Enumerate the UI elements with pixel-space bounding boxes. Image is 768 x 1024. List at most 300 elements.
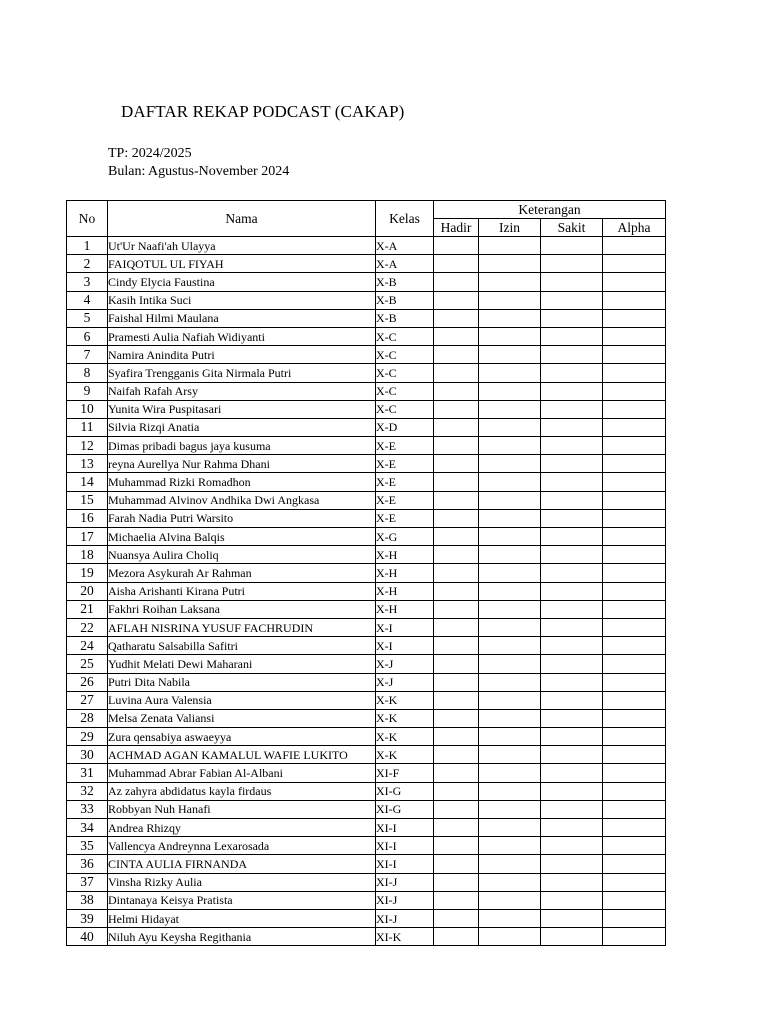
table-row <box>67 528 666 546</box>
cell-hadir <box>434 309 479 327</box>
cell-kelas: X-I <box>376 618 434 636</box>
table-row <box>67 691 666 709</box>
cell-izin <box>479 819 541 837</box>
header-hadir: Hadir <box>434 219 479 237</box>
cell-no: 22 <box>67 618 108 636</box>
cell-sakit <box>541 473 603 491</box>
cell-kelas: XI-I <box>376 837 434 855</box>
cell-kelas: X-H <box>376 546 434 564</box>
cell-izin <box>479 873 541 891</box>
table-row <box>67 273 666 291</box>
table-row <box>67 764 666 782</box>
cell-izin <box>479 473 541 491</box>
cell-nama: Helmi Hidayat <box>108 909 376 927</box>
cell-izin <box>479 327 541 345</box>
cell-hadir <box>434 600 479 618</box>
cell-alpha <box>603 382 666 400</box>
cell-nama: Az zahyra abdidatus kayla firdaus <box>108 782 376 800</box>
cell-hadir <box>434 709 479 727</box>
cell-izin <box>479 400 541 418</box>
cell-hadir <box>434 928 479 946</box>
cell-alpha <box>603 400 666 418</box>
cell-sakit <box>541 746 603 764</box>
table-row <box>67 546 666 564</box>
cell-izin <box>479 728 541 746</box>
table-row <box>67 237 666 255</box>
table-row <box>67 418 666 436</box>
cell-kelas: XI-J <box>376 873 434 891</box>
cell-no: 11 <box>67 418 108 436</box>
cell-nama: Robbyan Nuh Hanafi <box>108 800 376 818</box>
cell-alpha <box>603 582 666 600</box>
cell-kelas: X-H <box>376 600 434 618</box>
table-row <box>67 855 666 873</box>
header-alpha: Alpha <box>603 219 666 237</box>
table-row <box>67 600 666 618</box>
cell-nama: FAIQOTUL UL FIYAH <box>108 255 376 273</box>
cell-no: 21 <box>67 600 108 618</box>
cell-no: 19 <box>67 564 108 582</box>
cell-no: 29 <box>67 728 108 746</box>
cell-kelas: X-C <box>376 400 434 418</box>
table-row <box>67 819 666 837</box>
table-row <box>67 309 666 327</box>
cell-hadir <box>434 618 479 636</box>
cell-hadir <box>434 691 479 709</box>
cell-nama: Michaelia Alvina Balqis <box>108 528 376 546</box>
cell-sakit <box>541 382 603 400</box>
table-row <box>67 728 666 746</box>
cell-alpha <box>603 928 666 946</box>
cell-kelas: X-H <box>376 564 434 582</box>
cell-kelas: X-B <box>376 291 434 309</box>
cell-alpha <box>603 637 666 655</box>
cell-sakit <box>541 709 603 727</box>
cell-alpha <box>603 819 666 837</box>
page-title: DAFTAR REKAP PODCAST (CAKAP) <box>121 102 405 121</box>
cell-nama: Muhammad Rizki Romadhon <box>108 473 376 491</box>
cell-kelas: X-C <box>376 382 434 400</box>
table-row <box>67 327 666 345</box>
cell-hadir <box>434 819 479 837</box>
cell-hadir <box>434 728 479 746</box>
cell-kelas: X-E <box>376 473 434 491</box>
cell-kelas: X-D <box>376 418 434 436</box>
table-row <box>67 491 666 509</box>
cell-izin <box>479 582 541 600</box>
table-row <box>67 891 666 909</box>
table-row <box>67 782 666 800</box>
cell-sakit <box>541 691 603 709</box>
cell-sakit <box>541 819 603 837</box>
cell-sakit <box>541 491 603 509</box>
cell-sakit <box>541 673 603 691</box>
cell-nama: Aisha Arishanti Kirana Putri <box>108 582 376 600</box>
table-row <box>67 364 666 382</box>
cell-no: 14 <box>67 473 108 491</box>
cell-nama: CINTA AULIA FIRNANDA <box>108 855 376 873</box>
cell-izin <box>479 746 541 764</box>
cell-alpha <box>603 746 666 764</box>
header-sakit: Sakit <box>541 219 603 237</box>
cell-sakit <box>541 437 603 455</box>
cell-izin <box>479 600 541 618</box>
cell-nama: Luvina Aura Valensia <box>108 691 376 709</box>
cell-alpha <box>603 855 666 873</box>
cell-alpha <box>603 437 666 455</box>
cell-kelas: X-J <box>376 673 434 691</box>
cell-izin <box>479 782 541 800</box>
cell-izin <box>479 709 541 727</box>
cell-izin <box>479 673 541 691</box>
cell-izin <box>479 528 541 546</box>
cell-no: 18 <box>67 546 108 564</box>
cell-alpha <box>603 255 666 273</box>
cell-hadir <box>434 582 479 600</box>
cell-izin <box>479 273 541 291</box>
cell-nama: Cindy Elycia Faustina <box>108 273 376 291</box>
cell-sakit <box>541 327 603 345</box>
cell-nama: Yunita Wira Puspitasari <box>108 400 376 418</box>
cell-izin <box>479 364 541 382</box>
cell-hadir <box>434 491 479 509</box>
cell-nama: Kasih Intika Suci <box>108 291 376 309</box>
cell-hadir <box>434 273 479 291</box>
cell-sakit <box>541 655 603 673</box>
cell-kelas: X-C <box>376 346 434 364</box>
cell-nama: Nuansya Aulira Choliq <box>108 546 376 564</box>
table-row <box>67 873 666 891</box>
header-izin: Izin <box>479 219 541 237</box>
cell-no: 2 <box>67 255 108 273</box>
header-keterangan: Keterangan <box>434 201 666 219</box>
cell-nama: Vallencya Andreynna Lexarosada <box>108 837 376 855</box>
cell-alpha <box>603 691 666 709</box>
cell-kelas: X-E <box>376 509 434 527</box>
cell-alpha <box>603 473 666 491</box>
cell-sakit <box>541 364 603 382</box>
cell-hadir <box>434 528 479 546</box>
cell-nama: Ut'Ur Naafi'ah Ulayya <box>108 237 376 255</box>
cell-sakit <box>541 418 603 436</box>
cell-no: 6 <box>67 327 108 345</box>
cell-alpha <box>603 528 666 546</box>
cell-nama: Dimas pribadi bagus jaya kusuma <box>108 437 376 455</box>
cell-sakit <box>541 528 603 546</box>
cell-sakit <box>541 637 603 655</box>
cell-no: 8 <box>67 364 108 382</box>
cell-no: 38 <box>67 891 108 909</box>
cell-sakit <box>541 400 603 418</box>
cell-no: 15 <box>67 491 108 509</box>
cell-alpha <box>603 764 666 782</box>
cell-hadir <box>434 418 479 436</box>
cell-kelas: X-A <box>376 237 434 255</box>
cell-no: 33 <box>67 800 108 818</box>
cell-no: 5 <box>67 309 108 327</box>
cell-hadir <box>434 546 479 564</box>
table-row <box>67 437 666 455</box>
cell-alpha <box>603 618 666 636</box>
cell-hadir <box>434 437 479 455</box>
table-row <box>67 255 666 273</box>
cell-no: 17 <box>67 528 108 546</box>
cell-kelas: X-J <box>376 655 434 673</box>
cell-alpha <box>603 455 666 473</box>
cell-no: 9 <box>67 382 108 400</box>
cell-nama: Niluh Ayu Keysha Regithania <box>108 928 376 946</box>
cell-no: 16 <box>67 509 108 527</box>
cell-sakit <box>541 800 603 818</box>
cell-hadir <box>434 364 479 382</box>
cell-no: 24 <box>67 637 108 655</box>
cell-no: 28 <box>67 709 108 727</box>
cell-alpha <box>603 273 666 291</box>
cell-kelas: X-C <box>376 364 434 382</box>
cell-kelas: XI-G <box>376 800 434 818</box>
cell-hadir <box>434 909 479 927</box>
cell-izin <box>479 637 541 655</box>
cell-nama: Qatharatu Salsabilla Safitri <box>108 637 376 655</box>
table-row <box>67 618 666 636</box>
cell-kelas: X-B <box>376 273 434 291</box>
cell-izin <box>479 309 541 327</box>
cell-no: 39 <box>67 909 108 927</box>
table-row <box>67 400 666 418</box>
cell-alpha <box>603 309 666 327</box>
cell-hadir <box>434 655 479 673</box>
table-row <box>67 509 666 527</box>
table-body <box>67 237 666 946</box>
cell-kelas: X-I <box>376 637 434 655</box>
cell-hadir <box>434 837 479 855</box>
cell-izin <box>479 455 541 473</box>
cell-hadir <box>434 873 479 891</box>
cell-hadir <box>434 255 479 273</box>
cell-nama: Faishal Hilmi Maulana <box>108 309 376 327</box>
cell-alpha <box>603 800 666 818</box>
cell-kelas: XI-J <box>376 891 434 909</box>
table-row <box>67 673 666 691</box>
table-row <box>67 637 666 655</box>
cell-alpha <box>603 673 666 691</box>
cell-no: 27 <box>67 691 108 709</box>
cell-izin <box>479 800 541 818</box>
cell-alpha <box>603 909 666 927</box>
cell-hadir <box>434 473 479 491</box>
cell-nama: Melsa Zenata Valiansi <box>108 709 376 727</box>
header-nama: Nama <box>108 201 376 237</box>
cell-izin <box>479 891 541 909</box>
cell-no: 32 <box>67 782 108 800</box>
cell-alpha <box>603 873 666 891</box>
cell-izin <box>479 691 541 709</box>
cell-kelas: XI-G <box>376 782 434 800</box>
table-row <box>67 382 666 400</box>
cell-kelas: XI-I <box>376 819 434 837</box>
cell-no: 7 <box>67 346 108 364</box>
cell-kelas: X-B <box>376 309 434 327</box>
cell-kelas: XI-I <box>376 855 434 873</box>
cell-sakit <box>541 909 603 927</box>
cell-no: 12 <box>67 437 108 455</box>
cell-no: 30 <box>67 746 108 764</box>
cell-nama: Mezora Asykurah Ar Rahman <box>108 564 376 582</box>
table-row <box>67 837 666 855</box>
cell-kelas: X-E <box>376 491 434 509</box>
cell-no: 3 <box>67 273 108 291</box>
cell-izin <box>479 291 541 309</box>
cell-izin <box>479 764 541 782</box>
cell-hadir <box>434 764 479 782</box>
cell-hadir <box>434 855 479 873</box>
cell-izin <box>479 491 541 509</box>
cell-sakit <box>541 600 603 618</box>
cell-hadir <box>434 891 479 909</box>
cell-sakit <box>541 582 603 600</box>
cell-hadir <box>434 327 479 345</box>
cell-no: 36 <box>67 855 108 873</box>
cell-nama: Vinsha Rizky Aulia <box>108 873 376 891</box>
cell-sakit <box>541 837 603 855</box>
cell-sakit <box>541 309 603 327</box>
cell-izin <box>479 618 541 636</box>
table-row <box>67 909 666 927</box>
cell-nama: Zura qensabiya aswaeyya <box>108 728 376 746</box>
cell-no: 35 <box>67 837 108 855</box>
cell-alpha <box>603 709 666 727</box>
cell-nama: Muhammad Abrar Fabian Al-Albani <box>108 764 376 782</box>
cell-sakit <box>541 255 603 273</box>
cell-hadir <box>434 564 479 582</box>
cell-nama: reyna Aurellya Nur Rahma Dhani <box>108 455 376 473</box>
cell-sakit <box>541 891 603 909</box>
cell-hadir <box>434 346 479 364</box>
cell-alpha <box>603 364 666 382</box>
cell-no: 37 <box>67 873 108 891</box>
cell-alpha <box>603 891 666 909</box>
cell-nama: Silvia Rizqi Anatia <box>108 418 376 436</box>
cell-hadir <box>434 746 479 764</box>
cell-no: 25 <box>67 655 108 673</box>
table-row <box>67 709 666 727</box>
cell-nama: Naifah Rafah Arsy <box>108 382 376 400</box>
cell-sakit <box>541 782 603 800</box>
cell-no: 34 <box>67 819 108 837</box>
cell-sakit <box>541 928 603 946</box>
table-row <box>67 582 666 600</box>
cell-alpha <box>603 782 666 800</box>
cell-kelas: XI-J <box>376 909 434 927</box>
cell-sakit <box>541 346 603 364</box>
cell-nama: Namira Anindita Putri <box>108 346 376 364</box>
cell-nama: Farah Nadia Putri Warsito <box>108 509 376 527</box>
cell-alpha <box>603 837 666 855</box>
cell-sakit <box>541 728 603 746</box>
cell-sakit <box>541 564 603 582</box>
cell-nama: Andrea Rhizqy <box>108 819 376 837</box>
table-row <box>67 928 666 946</box>
cell-alpha <box>603 237 666 255</box>
cell-alpha <box>603 418 666 436</box>
cell-sakit <box>541 546 603 564</box>
cell-kelas: X-K <box>376 709 434 727</box>
cell-sakit <box>541 509 603 527</box>
cell-hadir <box>434 237 479 255</box>
cell-izin <box>479 237 541 255</box>
cell-nama: Fakhri Roihan Laksana <box>108 600 376 618</box>
cell-no: 10 <box>67 400 108 418</box>
cell-izin <box>479 509 541 527</box>
cell-izin <box>479 855 541 873</box>
cell-hadir <box>434 782 479 800</box>
cell-alpha <box>603 655 666 673</box>
cell-nama: Syafira Trengganis Gita Nirmala Putri <box>108 364 376 382</box>
cell-izin <box>479 346 541 364</box>
cell-alpha <box>603 491 666 509</box>
cell-alpha <box>603 728 666 746</box>
table-row <box>67 473 666 491</box>
cell-alpha <box>603 546 666 564</box>
cell-kelas: X-K <box>376 728 434 746</box>
cell-sakit <box>541 764 603 782</box>
table-row <box>67 455 666 473</box>
cell-no: 1 <box>67 237 108 255</box>
cell-nama: Putri Dita Nabila <box>108 673 376 691</box>
cell-alpha <box>603 600 666 618</box>
school-year-label: TP: 2024/2025 <box>108 146 192 161</box>
cell-kelas: X-C <box>376 327 434 345</box>
cell-nama: Pramesti Aulia Nafiah Widiyanti <box>108 327 376 345</box>
cell-izin <box>479 928 541 946</box>
cell-sakit <box>541 855 603 873</box>
cell-izin <box>479 437 541 455</box>
cell-nama: Muhammad Alvinov Andhika Dwi Angkasa <box>108 491 376 509</box>
cell-kelas: XI-F <box>376 764 434 782</box>
cell-kelas: X-K <box>376 691 434 709</box>
cell-izin <box>479 909 541 927</box>
table-header <box>67 201 666 237</box>
cell-nama: Dintanaya Keisya Pratista <box>108 891 376 909</box>
cell-izin <box>479 837 541 855</box>
attendance-table <box>66 200 666 946</box>
cell-hadir <box>434 400 479 418</box>
cell-alpha <box>603 346 666 364</box>
cell-kelas: X-K <box>376 746 434 764</box>
table-row <box>67 655 666 673</box>
cell-sakit <box>541 455 603 473</box>
cell-sakit <box>541 618 603 636</box>
cell-alpha <box>603 291 666 309</box>
cell-izin <box>479 546 541 564</box>
table-row <box>67 291 666 309</box>
cell-hadir <box>434 509 479 527</box>
cell-nama: AFLAH NISRINA YUSUF FACHRUDIN <box>108 618 376 636</box>
cell-kelas: X-E <box>376 455 434 473</box>
cell-kelas: X-A <box>376 255 434 273</box>
cell-no: 31 <box>67 764 108 782</box>
cell-izin <box>479 655 541 673</box>
cell-sakit <box>541 291 603 309</box>
cell-hadir <box>434 291 479 309</box>
cell-kelas: X-H <box>376 582 434 600</box>
cell-nama: ACHMAD AGAN KAMALUL WAFIE LUKITO <box>108 746 376 764</box>
table-row <box>67 800 666 818</box>
cell-sakit <box>541 873 603 891</box>
cell-izin <box>479 564 541 582</box>
header-no: No <box>67 201 108 237</box>
cell-kelas: X-E <box>376 437 434 455</box>
